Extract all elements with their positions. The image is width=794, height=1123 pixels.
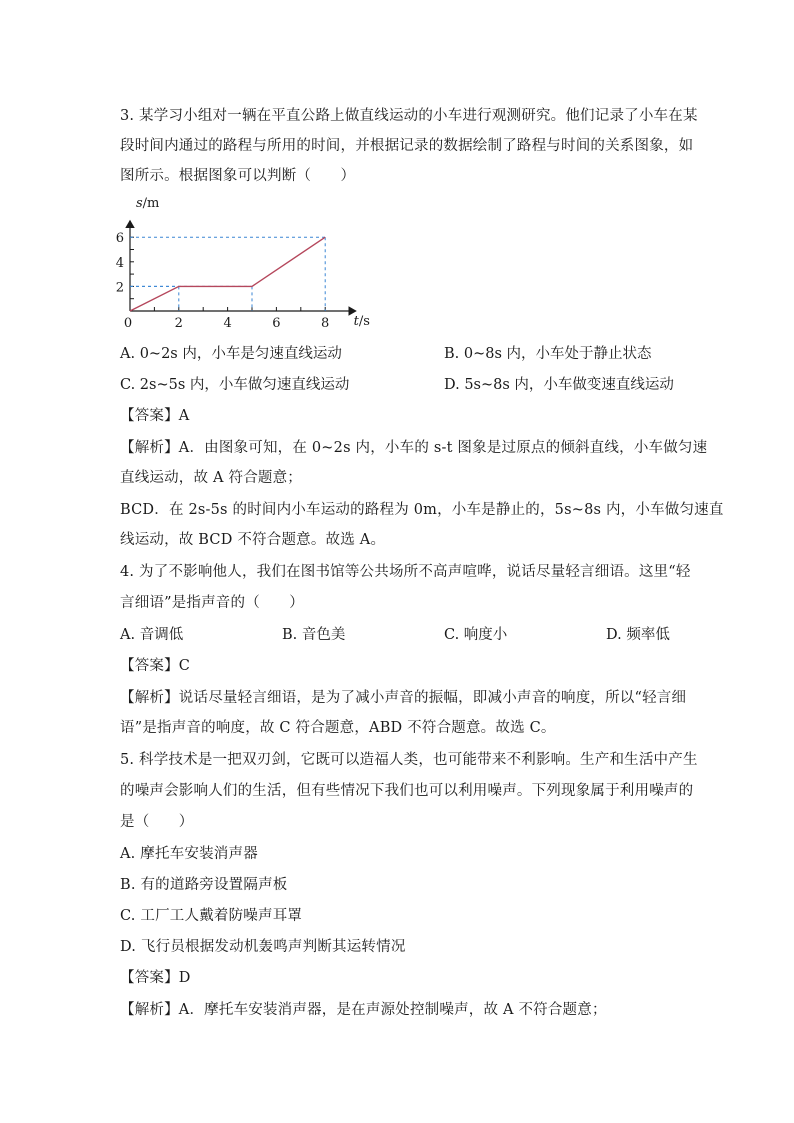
- q3-stem-line-2: 段时间内通过的路程与所用的时间，并根据记录的数据绘制了路程与时间的关系图象，如: [120, 138, 694, 154]
- q4-option-a: A. 音调低: [120, 627, 184, 643]
- q3-option-d: D. 5s~8s 内，小车做变速直线运动: [444, 377, 674, 393]
- x-tick-label: 6: [272, 316, 281, 331]
- x-axis-label: t/s: [353, 314, 370, 329]
- q3-analysis-line-2: 直线运动，故 A 符合题意；: [120, 470, 302, 486]
- q5-stem-line-2: 的噪声会影响人们的生活，但有些情况下我们也可以利用噪声。下列现象属于利用噪声的: [120, 783, 694, 799]
- q4-stem-line-2: 言细语”是指声音的（ ）: [120, 595, 305, 611]
- q4-option-d: D. 频率低: [606, 627, 670, 643]
- q3-option-a: A. 0~2s 内，小车是匀速直线运动: [120, 346, 342, 362]
- distance-time-line: [130, 237, 325, 311]
- q3-option-b: B. 0~8s 内，小车处于静止状态: [444, 346, 652, 362]
- q4-option-b: B. 音色美: [282, 627, 346, 643]
- q5-option-a: A. 摩托车安装消声器: [120, 846, 258, 862]
- q3-option-c: C. 2s~5s 内，小车做匀速直线运动: [120, 377, 350, 393]
- x-tick-label: 2: [174, 316, 183, 331]
- x-tick-label: 4: [223, 316, 232, 331]
- q3-stem-line-1: 3. 某学习小组对一辆在平直公路上做直线运动的小车进行观测研究。他们记录了小车在某: [120, 108, 698, 124]
- x-tick-label: 8: [321, 316, 330, 331]
- q4-stem-line-1: 4. 为了不影响他人，我们在图书馆等公共场所不高声喧哗，说话尽量轻言细语。这里“轻: [120, 564, 691, 580]
- y-axis-label: s/m: [136, 196, 160, 211]
- s-t-chart: [110, 193, 400, 333]
- q5-option-c: C. 工厂工人戴着防噪声耳罩: [120, 908, 303, 924]
- q5-analysis-line-1: 【解析】A．摩托车安装消声器，是在声源处控制噪声，故 A 不符合题意；: [120, 1002, 607, 1018]
- q5-option-b: B. 有的道路旁设置隔声板: [120, 877, 288, 893]
- y-tick-label: 6: [115, 231, 124, 247]
- q4-analysis-line-1: 【解析】说话尽量轻言细语，是为了减小声音的振幅，即减小声音的响度，所以“轻言细: [120, 690, 687, 706]
- origin-label: 0: [123, 316, 133, 331]
- q5-option-d: D. 飞行员根据发动机轰鸣声判断其运转情况: [120, 939, 406, 955]
- q3-analysis-line-4: 线运动，故 BCD 不符合题意。故选 A。: [120, 532, 386, 548]
- q3-answer: 【答案】A: [120, 408, 190, 424]
- y-tick-label: 4: [115, 255, 124, 271]
- y-tick-label: 2: [115, 280, 124, 296]
- q3-stem-line-3: 图所示。根据图象可以判断（ ）: [120, 168, 356, 184]
- q3-analysis-line-1: 【解析】A．由图象可知，在 0~2s 内，小车的 s-t 图象是过原点的倾斜直线，小车做匀速: [120, 440, 708, 456]
- q4-answer: 【答案】C: [120, 658, 191, 674]
- q3-analysis-line-3: BCD．在 2s-5s 的时间内小车运动的路程为 0m，小车是静止的，5s~8s 内，小车做匀速直: [120, 502, 724, 518]
- q5-answer: 【答案】D: [120, 970, 191, 986]
- q5-stem-line-3: 是（ ）: [120, 814, 194, 830]
- q4-analysis-line-2: 语”是指声音的响度，故 C 符合题意，ABD 不符合题意。故选 C。: [120, 720, 556, 736]
- q5-stem-line-1: 5. 科学技术是一把双刃剑，它既可以造福人类，也可能带来不利影响。生产和生活中产生: [120, 752, 698, 768]
- q4-option-c: C. 响度小: [444, 627, 508, 643]
